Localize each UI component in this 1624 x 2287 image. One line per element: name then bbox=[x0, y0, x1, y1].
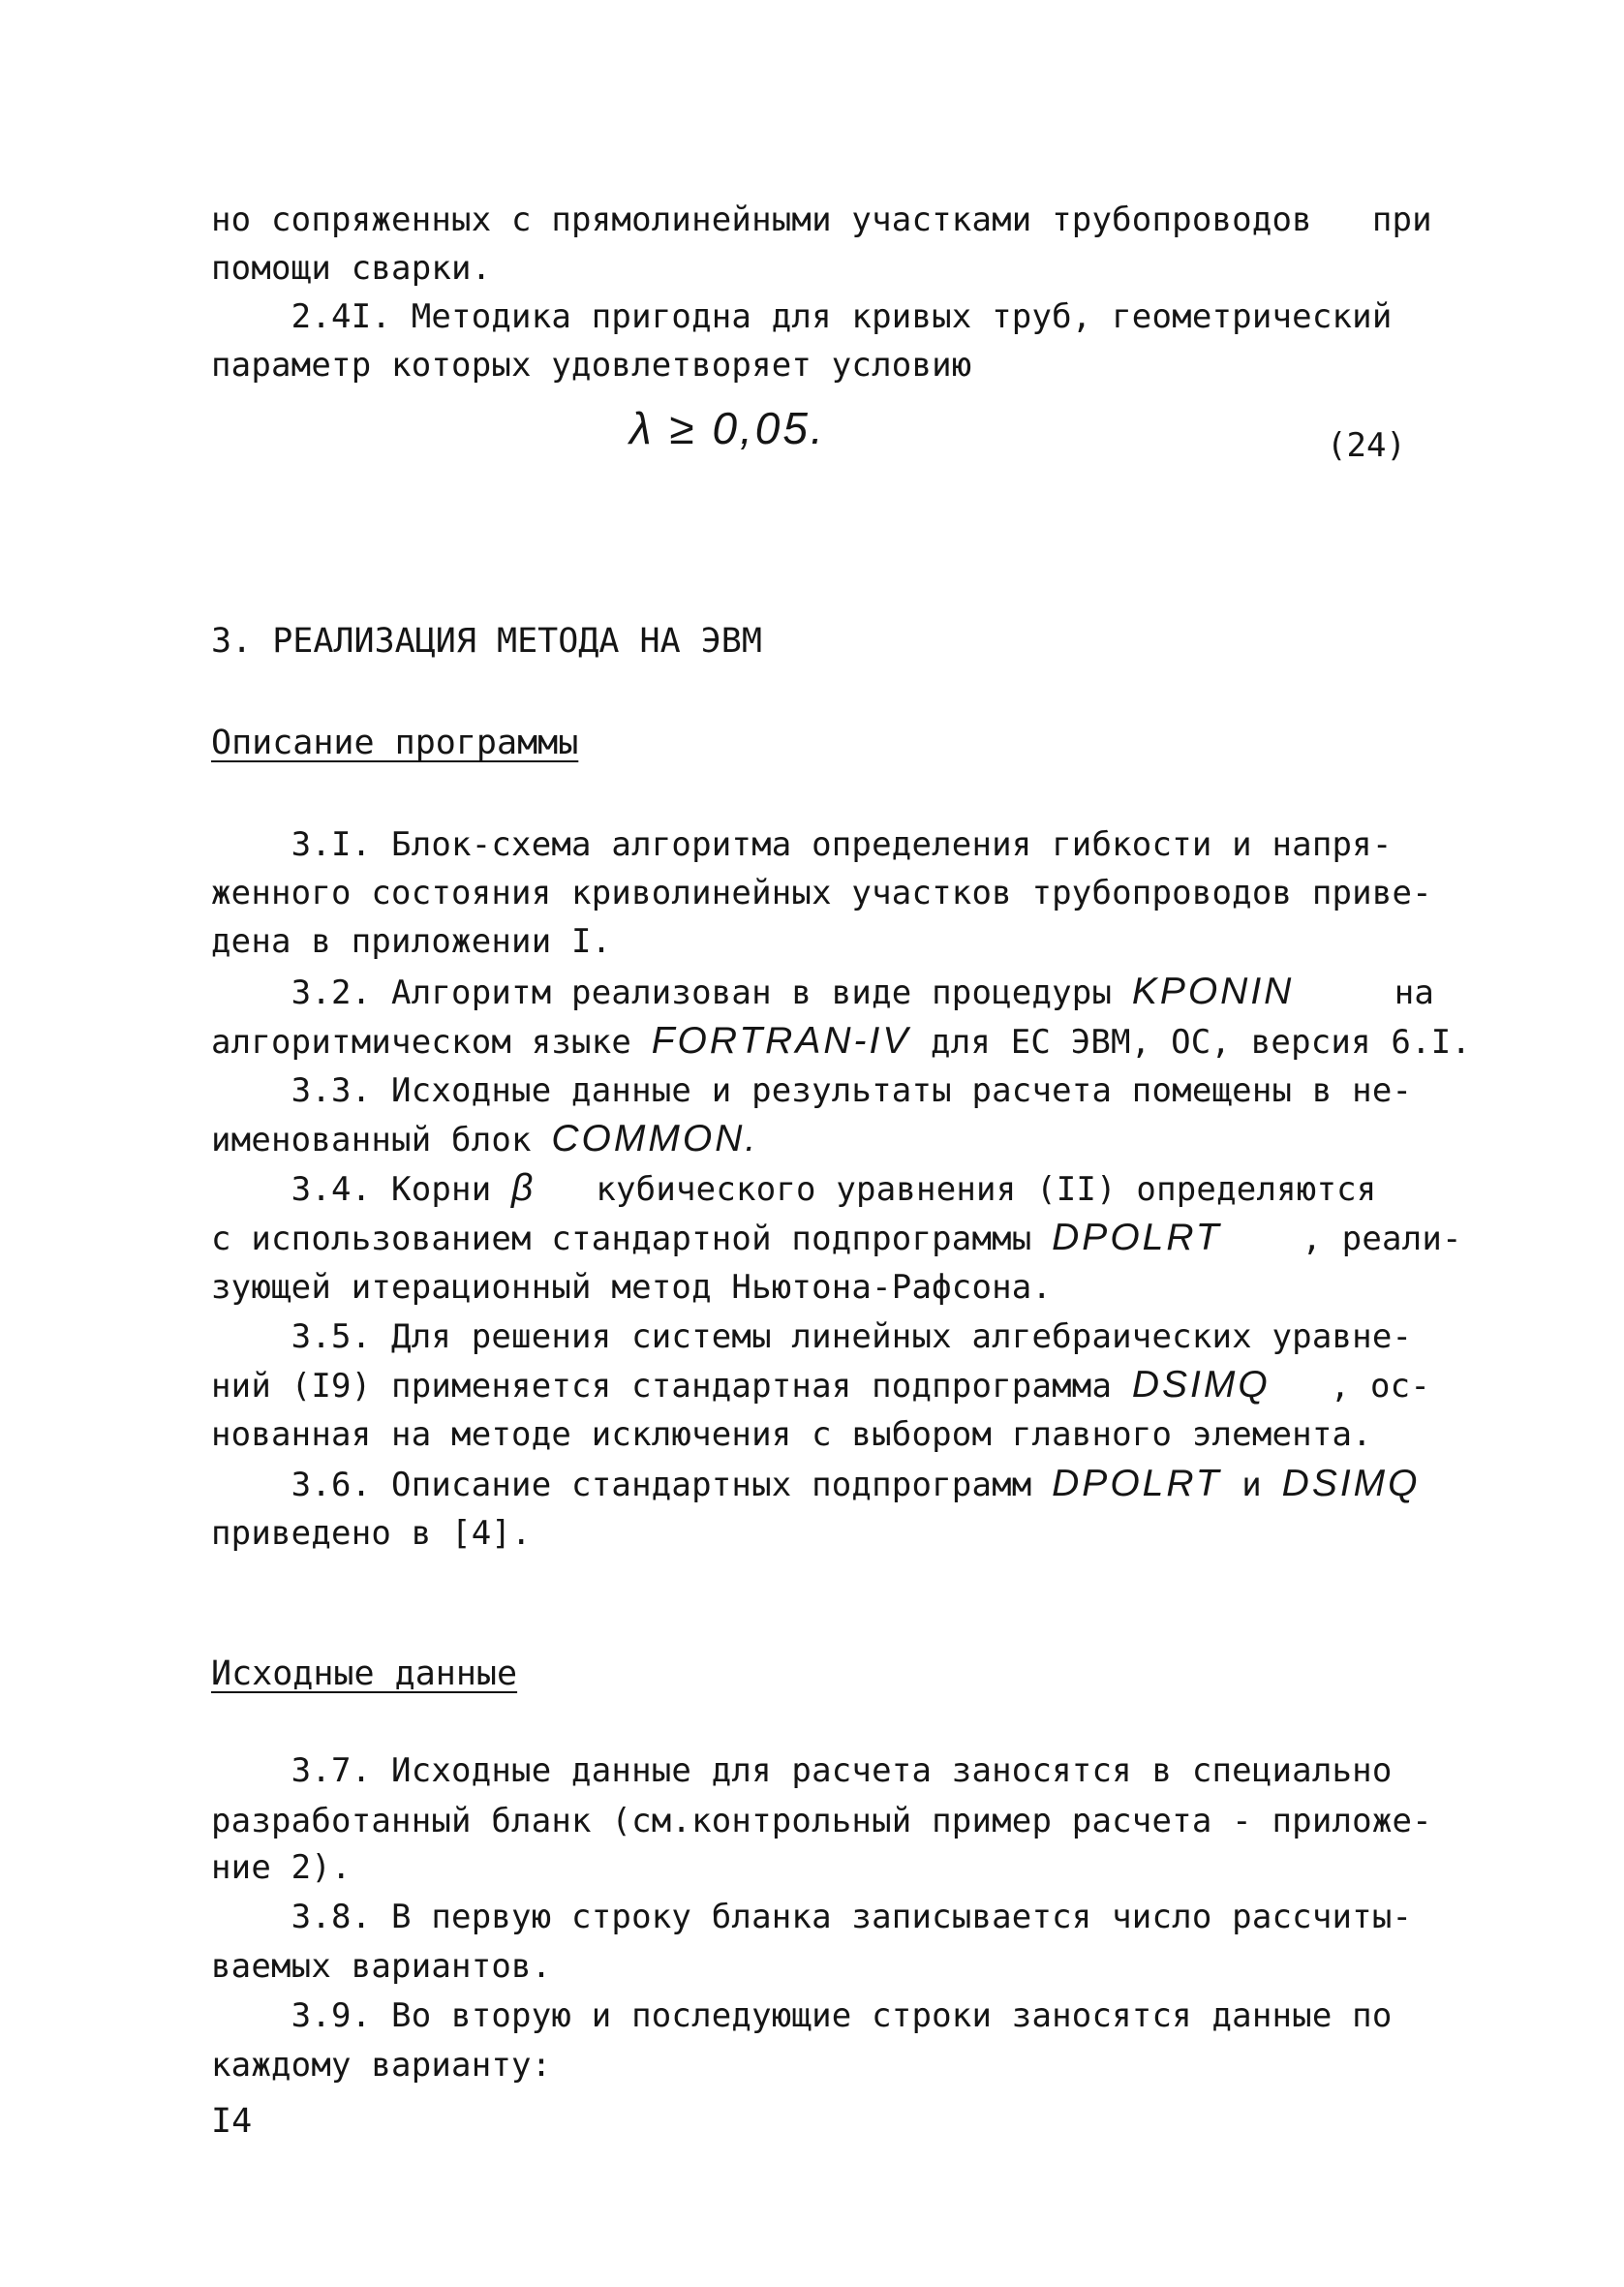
handwritten-identifier: FORTRAN-IV bbox=[651, 1020, 911, 1062]
text-line: ваемых вариантов. bbox=[211, 1947, 552, 1986]
formula: λ ≥ 0,05. bbox=[629, 403, 826, 453]
handwritten-symbol: β bbox=[511, 1167, 536, 1209]
text-fragment: 3.4. Корни bbox=[211, 1170, 512, 1209]
text-fragment: для ЕС ЭВМ, ОС, версия 6.I. bbox=[910, 1023, 1472, 1062]
text-line: но сопряженных с прямолинейными участками трубопроводов при bbox=[211, 201, 1432, 239]
section-heading: 3. РЕАЛИЗАЦИЯ МЕТОДА НА ЭВМ bbox=[211, 622, 762, 661]
text-line: зующей итерационный метод Ньютона-Рафсона. bbox=[211, 1268, 1053, 1307]
text-line bbox=[211, 1167, 1431, 1211]
text-line bbox=[211, 1217, 1462, 1260]
text-line bbox=[211, 1020, 1472, 1064]
text-line bbox=[211, 1463, 1431, 1506]
subsection-heading: Исходные данные bbox=[211, 1654, 518, 1693]
text-fragment: , реали- bbox=[1221, 1220, 1462, 1258]
text-fragment: алгоритмическом языке bbox=[211, 1023, 652, 1062]
text-fragment: и bbox=[1221, 1466, 1282, 1504]
handwritten-identifier: DPOLRT bbox=[1052, 1463, 1222, 1504]
text-line: приведено в [4]. bbox=[211, 1514, 532, 1553]
text-line: ние 2). bbox=[211, 1848, 352, 1887]
text-fragment: именованный блок bbox=[211, 1121, 552, 1159]
text-line: помощи сварки. bbox=[211, 249, 492, 288]
handwritten-identifier: KPONIN bbox=[1131, 971, 1295, 1012]
text-line: каждому варианту: bbox=[211, 2046, 552, 2085]
text-line bbox=[211, 1118, 1431, 1161]
subsection-heading: Описание программы bbox=[211, 724, 579, 762]
text-line: дена в приложении I. bbox=[211, 922, 612, 961]
text-fragment: , ос- bbox=[1270, 1367, 1431, 1406]
text-fragment: 3.6. Описание стандартных подпрограмм bbox=[211, 1466, 1053, 1504]
handwritten-identifier: DSIMQ bbox=[1131, 1364, 1271, 1406]
text-line: нованная на методе исключения с выбором главного элемента. bbox=[211, 1415, 1372, 1454]
text-line bbox=[211, 1364, 1431, 1407]
text-line: женного состояния криволинейных участков трубопроводов приве- bbox=[211, 874, 1432, 912]
text-line: 3.7. Исходные данные для расчета заносятся в специально bbox=[211, 1751, 1393, 1790]
text-line: 2.4I. Методика пригодна для кривых труб, геометрический bbox=[211, 297, 1393, 336]
text-fragment: ний (I9) применяется стандартная подпрограмма bbox=[211, 1367, 1132, 1406]
page-number: I4 bbox=[211, 2102, 253, 2141]
handwritten-identifier: DSIMQ bbox=[1281, 1463, 1421, 1504]
handwritten-identifier: DPOLRT bbox=[1052, 1217, 1222, 1258]
text-line: 3.9. Во вторую и последующие строки заносятся данные по bbox=[211, 1996, 1393, 2035]
text-fragment: на bbox=[1294, 974, 1435, 1012]
text-fragment: с использованием стандартной подпрограммы bbox=[211, 1220, 1053, 1258]
equation-number: (24) bbox=[1327, 426, 1406, 465]
text-line: 3.5. Для решения системы линейных алгебраических уравне- bbox=[211, 1317, 1413, 1356]
text-line: параметр которых удовлетворяет условию bbox=[211, 346, 972, 385]
text-fragment: 3.2. Алгоритм реализован в виде процедуры bbox=[211, 974, 1132, 1012]
text-line: 3.3. Исходные данные и результаты расчета помещены в не- bbox=[211, 1071, 1413, 1110]
text-line: 3.I. Блок-схема алгоритма определения гибкости и напря- bbox=[211, 825, 1393, 864]
text-line: разработанный бланк (см.контрольный пример расчета - приложе- bbox=[211, 1802, 1432, 1840]
text-fragment: кубического уравнения (II) определяются bbox=[536, 1170, 1377, 1209]
text-line: 3.8. В первую строку бланка записывается число рассчиты- bbox=[211, 1898, 1413, 1936]
handwritten-identifier: COMMON. bbox=[551, 1118, 759, 1159]
text-line bbox=[211, 971, 1435, 1014]
